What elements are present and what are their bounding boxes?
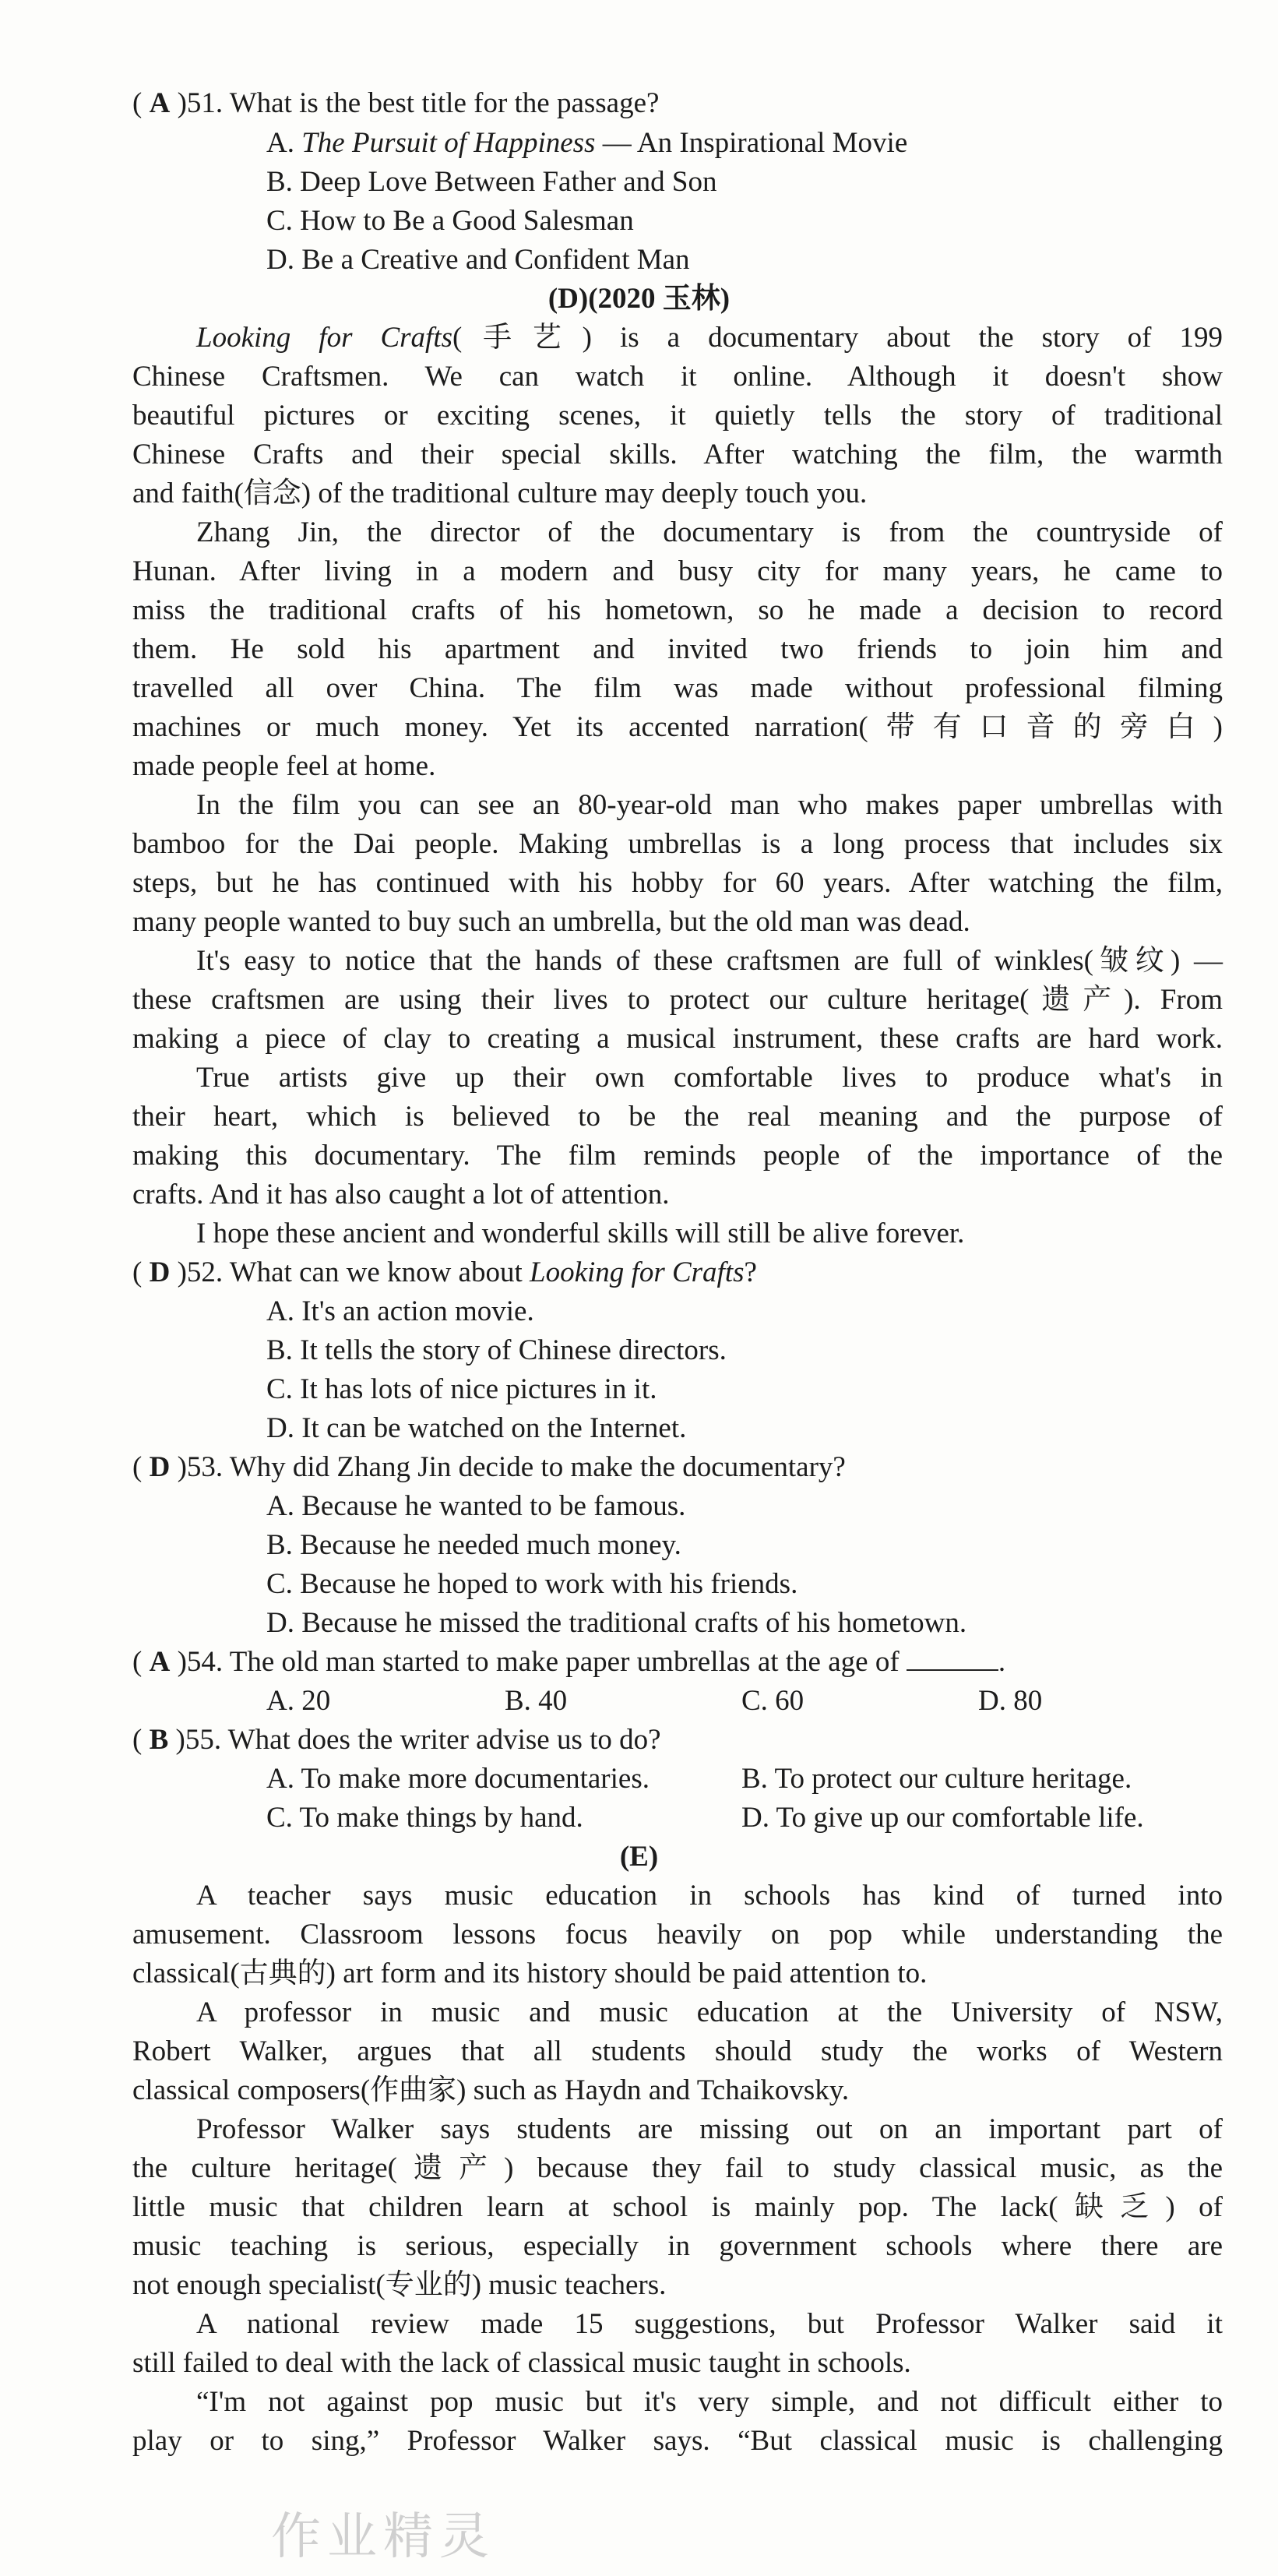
passage-d-line: True artists give up their own comfortable lives to produce what's in (196, 1062, 1223, 1094)
option-53-d: D. Because he missed the traditional crafts of his hometown. (266, 1607, 967, 1639)
option-54-d: D. 80 (978, 1685, 1043, 1717)
passage-d-line: I hope these ancient and wonderful skills will still be alive forever. (196, 1218, 965, 1249)
option-53-c: C. Because he hoped to work with his friends. (266, 1568, 798, 1600)
passage-d-line: their heart, which is believed to be the real meaning and the purpose of (132, 1101, 1223, 1133)
option-55-b: B. To protect our culture heritage. (741, 1763, 1132, 1795)
passage-d-line: It's easy to notice that the hands of these craftsmen are full of winkles(皱纹) — (196, 945, 1223, 977)
passage-e-line: A teacher says music education in schools has kind of turned into (196, 1880, 1223, 1912)
passage-d-line: Chinese Crafts and their special skills. After watching the film, the warmth (132, 439, 1223, 470)
option-54-a: A. 20 (266, 1685, 331, 1717)
passage-d-line: In the film you can see an 80-year-old man who makes paper umbrellas with (196, 789, 1223, 821)
passage-e-line: Professor Walker says students are missing out on an important part of (196, 2113, 1223, 2145)
option-52-b: B. It tells the story of Chinese directors. (266, 1334, 727, 1366)
answer-blank (907, 1646, 998, 1671)
question-53: ( D )53. Why did Zhang Jin decide to make the documentary? (132, 1451, 846, 1483)
option-52-c: C. It has lots of nice pictures in it. (266, 1373, 657, 1405)
passage-d-line: bamboo for the Dai people. Making umbrellas is a long process that includes six (132, 828, 1223, 860)
passage-d-line: crafts. And it has also caught a lot of attention. (132, 1179, 670, 1210)
passage-d-line: Chinese Craftsmen. We can watch it online. Although it doesn't show (132, 361, 1223, 393)
passage-d-line: travelled all over China. The film was made without professional filming (132, 672, 1223, 704)
question-55: ( B )55. What does the writer advise us to do? (132, 1724, 661, 1756)
passage-d-line: and faith(信念) of the traditional culture may deeply touch you. (132, 477, 868, 509)
passage-d-line: beautiful pictures or exciting scenes, it quietly tells the story of traditional (132, 400, 1223, 432)
passage-e-line: the culture heritage(遗产) because they fail to study classical music, as the (132, 2152, 1223, 2184)
passage-d-line: many people wanted to buy such an umbrella, but the old man was dead. (132, 906, 970, 938)
section-e-heading: (E) (619, 1841, 659, 1873)
option-52-d: D. It can be watched on the Internet. (266, 1412, 687, 1444)
option-51-d: D. Be a Creative and Confident Man (266, 244, 690, 276)
passage-e-line: A national review made 15 suggestions, but Professor Walker said it (196, 2308, 1223, 2340)
option-55-c: C. To make things by hand. (266, 1802, 583, 1834)
passage-d-line: Zhang Jin, the director of the documentary is from the countryside of (196, 516, 1223, 548)
option-55-d: D. To give up our comfortable life. (741, 1802, 1144, 1834)
watermark: 作业精灵 (271, 2508, 495, 2566)
option-54-b: B. 40 (505, 1685, 568, 1717)
option-53-a: A. Because he wanted to be famous. (266, 1490, 686, 1522)
answer-55: B (149, 1724, 169, 1756)
passage-d-line: Looking for Crafts(手艺) is a documentary about the story of 199 (196, 322, 1223, 354)
passage-d-line: making this documentary. The film reminds people of the importance of the (132, 1140, 1223, 1172)
question-52: ( D )52. What can we know about Looking for Crafts? (132, 1256, 757, 1288)
option-51-b: B. Deep Love Between Father and Son (266, 166, 717, 198)
movie-title: The Pursuit of Happiness (301, 127, 596, 159)
passage-d-line: miss the traditional crafts of his hometown, so he made a decision to record (132, 594, 1223, 626)
option-53-b: B. Because he needed much money. (266, 1529, 681, 1561)
question-54: ( A )54. The old man started to make paper umbrellas at the age of . (132, 1646, 1006, 1678)
passage-d-line: these craftsmen are using their lives to protect our culture heritage(遗产). From (132, 984, 1223, 1016)
passage-d-line: made people feel at home. (132, 750, 436, 782)
passage-d-line: them. He sold his apartment and invited two friends to join him and (132, 633, 1223, 665)
passage-e-line: music teaching is serious, especially in government schools where there are (132, 2230, 1223, 2262)
answer-51: A (149, 87, 171, 119)
passage-e-line: Robert Walker, argues that all students should study the works of Western (132, 2035, 1223, 2067)
passage-e-line: classical composers(作曲家) such as Haydn and Tchaikovsky. (132, 2074, 850, 2106)
passage-e-line: A professor in music and music education at the University of NSW, (196, 1996, 1223, 2028)
option-55-a: A. To make more documentaries. (266, 1763, 650, 1795)
passage-e-line: play or to sing,” Professor Walker says. “But classical music is challenging (132, 2425, 1223, 2457)
passage-e-line: not enough specialist(专业的) music teachers. (132, 2269, 667, 2301)
passage-e-line: little music that children learn at school is mainly pop. The lack(缺乏) of (132, 2191, 1223, 2223)
option-54-c: C. 60 (741, 1685, 804, 1717)
passage-e-line: classical(古典的) art form and its history should be paid attention to. (132, 1958, 928, 1989)
passage-e-line: amusement. Classroom lessons focus heavily on pop while understanding the (132, 1919, 1223, 1951)
passage-d-line: Hunan. After living in a modern and busy city for many years, he came to (132, 555, 1223, 587)
option-52-a: A. It's an action movie. (266, 1295, 534, 1327)
passage-d-line: machines or much money. Yet its accented narration(带有口音的旁白) (132, 711, 1223, 743)
documentary-title: Looking for Crafts (196, 322, 453, 354)
option-51-a: A. The Pursuit of Happiness — An Inspirational Movie (266, 127, 908, 159)
question-51: ( A )51. What is the best title for the passage? (132, 87, 660, 119)
passage-d-line: steps, but he has continued with his hobby for 60 years. After watching the film, (132, 867, 1223, 899)
passage-d-line: making a piece of clay to creating a musical instrument, these crafts are hard work. (132, 1023, 1223, 1055)
answer-53: D (149, 1451, 171, 1483)
passage-e-line: still failed to deal with the lack of classical music taught in schools. (132, 2347, 911, 2379)
answer-54: A (149, 1646, 171, 1678)
question-51-prompt: 51. What is the best title for the passage? (186, 87, 660, 119)
section-d-heading: (D)(2020 玉林) (547, 283, 731, 315)
answer-52: D (149, 1256, 171, 1288)
passage-e-line: “I'm not against pop music but it's very simple, and not difficult either to (196, 2386, 1223, 2418)
option-51-c: C. How to Be a Good Salesman (266, 205, 634, 237)
